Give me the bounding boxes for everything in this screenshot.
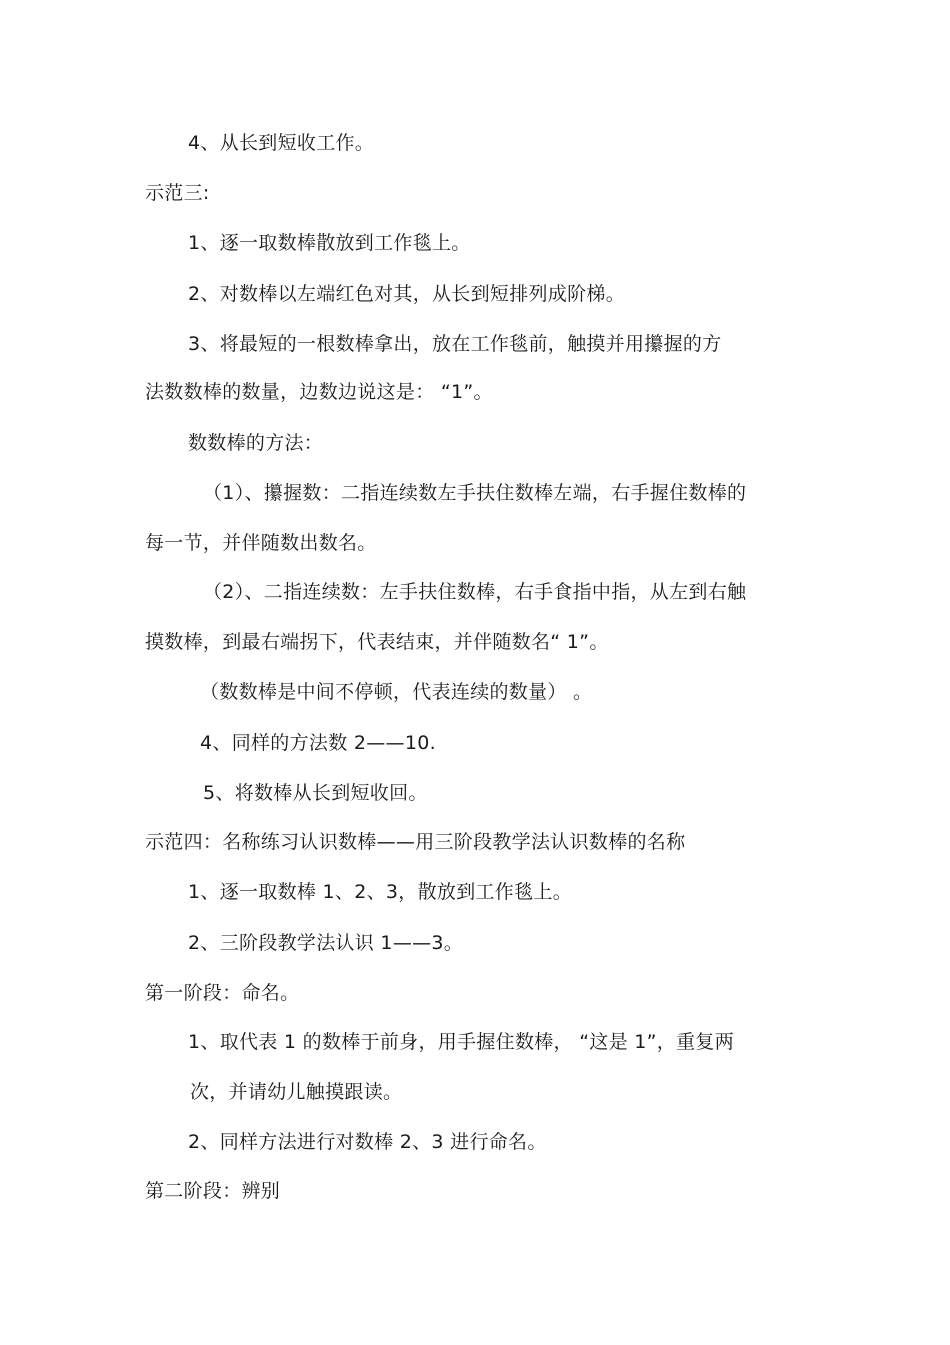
method-1-line1: （1）、攥握数：二指连续数左手扶住数棒左端，右手握住数棒的	[203, 482, 747, 504]
section-demo-3-heading: 示范三:	[145, 182, 210, 204]
demo4-step-2: 2、三阶段教学法认识 1——3。	[188, 932, 464, 954]
demo3-step-4: 4、同样的方法数 2——10.	[200, 732, 436, 754]
stage1-step-2: 2、同样方法进行对数棒 2、3 进行命名。	[188, 1131, 547, 1153]
step-4-collect: 4、从长到短收工作。	[188, 132, 375, 154]
demo3-step-5: 5、将数棒从长到短收回。	[203, 782, 428, 804]
demo3-step-3-line2: 法数数棒的数量，边数边说这是： “1”。	[145, 381, 493, 403]
stage-2-heading: 第二阶段：辨别	[145, 1180, 281, 1202]
method-2-line2: 摸数棒，到最右端拐下，代表结束，并伴随数名“ 1”。	[145, 631, 609, 653]
stage1-step-1-line2: 次，并请幼儿触摸跟读。	[190, 1081, 403, 1103]
demo4-step-1: 1、逐一取数棒 1、2、3，散放到工作毯上。	[188, 881, 572, 903]
demo3-step-1: 1、逐一取数棒散放到工作毯上。	[188, 232, 471, 254]
method-2-line1: （2）、二指连续数：左手扶住数棒，右手食指中指，从左到右触	[203, 581, 747, 603]
section-demo-4-heading: 示范四：名称练习认识数棒——用三阶段教学法认识数棒的名称	[145, 831, 686, 853]
demo3-step-2: 2、对数棒以左端红色对其，从长到短排列成阶梯。	[188, 283, 625, 305]
stage-1-heading: 第一阶段：命名。	[145, 982, 300, 1004]
method-1-line2: 每一节，并伴随数出数名。	[145, 532, 377, 554]
demo3-step-3-line1: 3、将最短的一根数棒拿出，放在工作毯前，触摸并用攥握的方	[188, 333, 722, 355]
stage1-step-1-line1: 1、取代表 1 的数棒于前身，用手握住数棒， “这是 1”，重复两	[188, 1031, 735, 1053]
method-note: （数数棒是中间不停顿，代表连续的数量） 。	[200, 681, 593, 703]
counting-method-heading: 数数棒的方法：	[188, 432, 324, 454]
